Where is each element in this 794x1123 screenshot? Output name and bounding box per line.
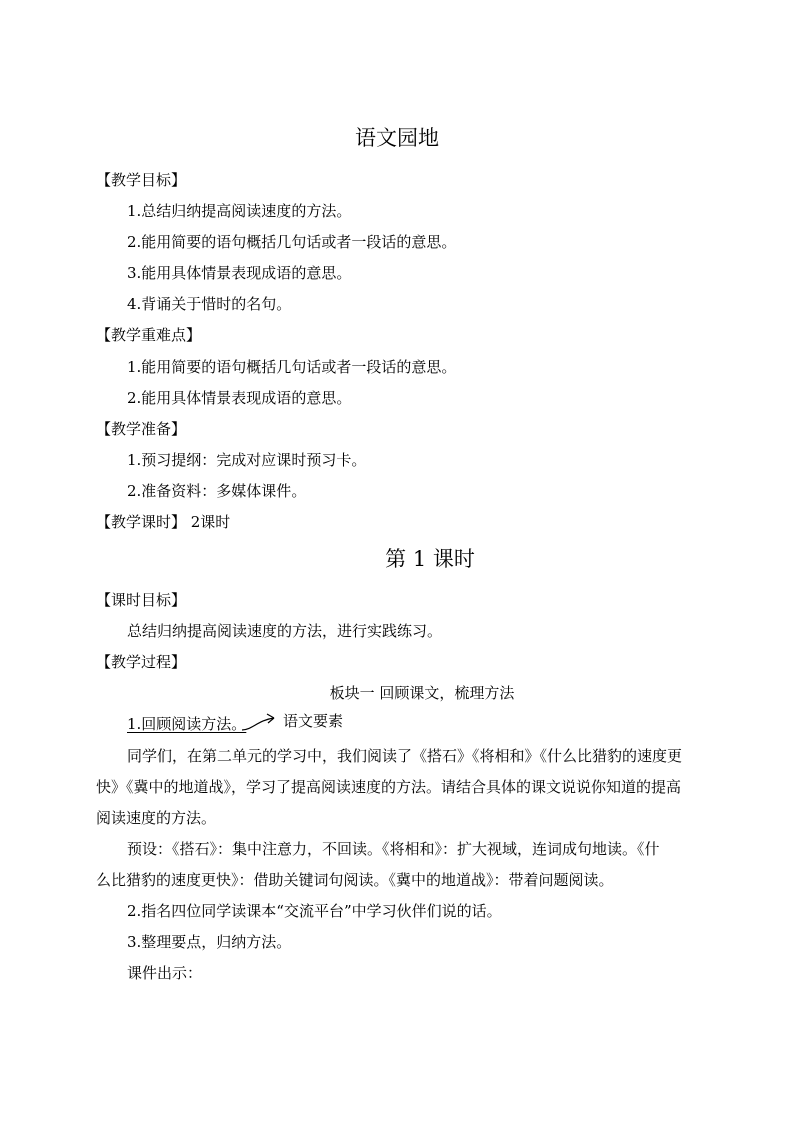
step-3: 3.整理要点，归纳方法。 <box>127 933 292 951</box>
lesson-goal-text: 总结归纳提高阅读速度的方法，进行实践练习。 <box>127 622 443 640</box>
class-hours-line: 【教学课时】 2课时 <box>96 513 231 531</box>
annotation-arrow-icon <box>240 712 286 734</box>
block-title: 板块一 回顾课文，梳理方法 <box>329 684 515 702</box>
paragraph-line: 预设：《搭石》：集中注意力，不回读。《将相和》：扩大视域，连词成句地读。《什 <box>127 840 660 858</box>
lesson-goal-heading: 【课时目标】 <box>96 591 187 609</box>
key-point-item: 2.能用具体情景表现成语的意思。 <box>127 389 352 407</box>
paragraph-line: 阅读速度的方法。 <box>96 809 217 827</box>
step-2: 2.指名四位同学读课本“交流平台”中学习伙伴们说的话。 <box>127 902 502 920</box>
goal-item: 4.背诵关于惜时的名句。 <box>127 295 292 313</box>
paragraph-line: 快》《冀中的地道战》，学习了提高阅读速度的方法。请结合具体的课文说说你知道的提高 <box>96 778 682 796</box>
goals-heading: 【教学目标】 <box>96 171 187 189</box>
prep-item: 2.准备资料：多媒体课件。 <box>127 482 307 500</box>
paragraph-line: 同学们，在第二单元的学习中，我们阅读了《搭石》《将相和》《什么比猎豹的速度更 <box>127 747 683 765</box>
goal-item: 3.能用具体情景表现成语的意思。 <box>127 264 352 282</box>
goal-item: 2.能用简要的语句概括几句话或者一段话的意思。 <box>127 233 457 251</box>
process-heading: 【教学过程】 <box>96 653 187 671</box>
prep-item: 1.预习提纲：完成对应课时预习卡。 <box>127 451 367 469</box>
paragraph-line: 么比猎豹的速度更快》：借助关键词句阅读。《冀中的地道战》：带着问题阅读。 <box>96 871 614 889</box>
key-points-heading: 【教学重难点】 <box>96 326 202 344</box>
key-point-item: 1.能用简要的语句概括几句话或者一段话的意思。 <box>127 358 457 376</box>
annotation-label: 语文要素 <box>283 712 344 730</box>
page-title: 语文园地 <box>355 126 439 150</box>
goal-item: 1.总结归纳提高阅读速度的方法。 <box>127 202 352 220</box>
lesson-title: 第 1 课时 <box>385 547 475 571</box>
step-1: 1.回顾阅读方法。 <box>127 715 247 733</box>
prep-heading: 【教学准备】 <box>96 420 187 438</box>
courseware-label: 课件出示： <box>127 964 203 982</box>
